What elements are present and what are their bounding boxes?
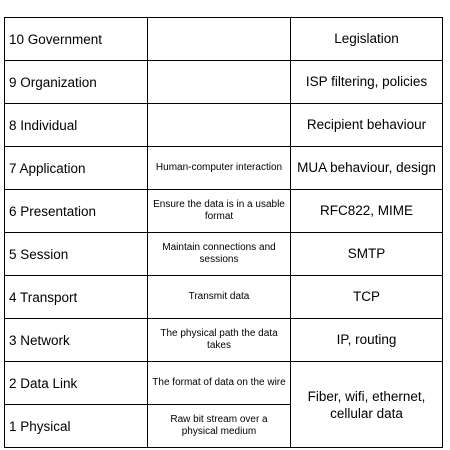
table-row [5,104,443,147]
layer-description [148,61,291,104]
layer-name: 10 Government [5,18,148,61]
layer-example: MUA behaviour, design [291,147,443,190]
layer-name: 8 Individual [5,104,148,147]
layer-name: 9 Organization [5,61,148,104]
layer-example: IP, routing [291,319,443,362]
layer-description: Maintain connections and sessions [148,233,291,276]
layer-example: ISP filtering, policies [291,61,443,104]
layer-description: The physical path the data takes [148,319,291,362]
layer-example: TCP [291,276,443,319]
osi-layers-table [4,17,443,448]
layer-name: 2 Data Link [5,362,148,405]
layer-name: 6 Presentation [5,190,148,233]
table-row [5,276,443,319]
table-row [5,147,443,190]
layer-name: 7 Application [5,147,148,190]
layer-description: Transmit data [148,276,291,319]
layer-name: 3 Network [5,319,148,362]
layer-name: 4 Transport [5,276,148,319]
layer-example: Fiber, wifi, ethernet, cellular data [291,362,443,448]
layer-description: The format of data on the wire [148,362,291,405]
layer-example: Legislation [291,18,443,61]
layer-name: 5 Session [5,233,148,276]
layer-example: RFC822, MIME [291,190,443,233]
layer-description: Human-computer interaction [148,147,291,190]
layer-description: Ensure the data is in a usable format [148,190,291,233]
layer-example: SMTP [291,233,443,276]
table-row [5,190,443,233]
layer-description [148,18,291,61]
layer-example: Recipient behaviour [291,104,443,147]
table-row [5,233,443,276]
layer-description [148,104,291,147]
table-row [5,319,443,362]
table-row [5,362,443,405]
layer-name: 1 Physical [5,405,148,448]
table-row [5,18,443,61]
table-row [5,61,443,104]
layer-description: Raw bit stream over a physical medium [148,405,291,448]
